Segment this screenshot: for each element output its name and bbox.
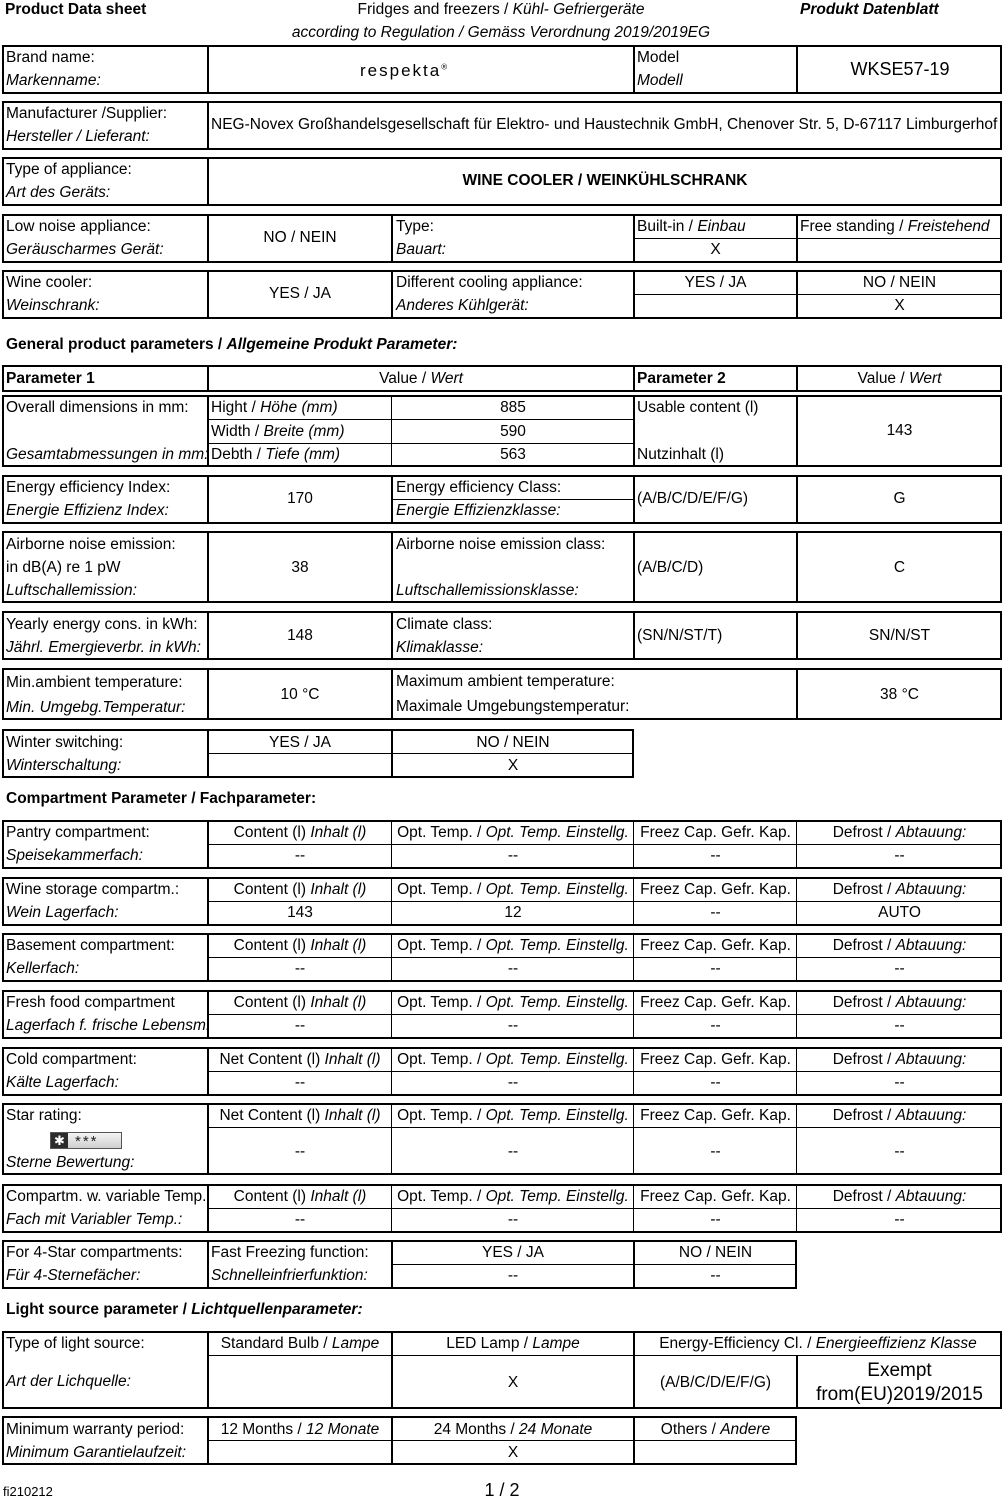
star-rating-stars: ***	[75, 1133, 99, 1150]
height-label: Hight / Höhe (mm)	[211, 399, 338, 416]
freez-cap-value: --	[710, 1211, 721, 1228]
compartment-label: Pantry compartment:	[6, 824, 150, 841]
free-standing-header: Free standing / Freistehend	[800, 218, 990, 235]
compartment-label: Cold compartment:	[6, 1051, 137, 1068]
max-ambient-value: 38 °C	[880, 686, 919, 703]
low-noise-value: NO / NEIN	[263, 229, 337, 246]
sheet-title: Product Data sheet	[5, 1, 147, 18]
fast-freeze-no-header: NO / NEIN	[678, 1244, 753, 1261]
fast-freeze-no-value: --	[710, 1267, 721, 1284]
warranty-label: Minimum warranty period:	[6, 1421, 185, 1438]
warranty-other-header: Others / Andere	[660, 1421, 771, 1438]
defrost-value: --	[894, 1017, 905, 1034]
defrost-header: Defrost / Abtauung:	[832, 824, 967, 841]
defrost-header: Defrost / Abtauung:	[832, 994, 967, 1011]
warranty-label-de: Minimum Garantielaufzeit:	[6, 1444, 187, 1461]
light-efficiency-range: (A/B/C/D/E/F/G)	[659, 1374, 772, 1391]
eei-label: Energy efficiency Index:	[6, 479, 171, 496]
manufacturer-value: NEG-Novex Großhandelsgesellschaft für Elektro- und Haustechnik GmbH, Chenover Str. 5, D-67117 Limburgerhof	[211, 116, 998, 133]
light-section-title: Light source parameter / Lichtquellenparameter:	[6, 1301, 363, 1318]
winter-yes-header: YES / JA	[268, 734, 332, 751]
temp-header: Opt. Temp. / Opt. Temp. Einstellg.	[397, 1051, 629, 1068]
freez-cap-header: Freez Cap. Gefr. Kap.	[640, 881, 791, 898]
diff-cooling-label: Different cooling appliance:	[396, 274, 583, 291]
freez-cap-value: --	[710, 904, 721, 921]
freez-cap-value: --	[710, 847, 721, 864]
compartment-label-de: Sterne Bewertung:	[6, 1154, 135, 1171]
model-number: WKSE57-19	[850, 59, 950, 79]
led-lamp-header: LED Lamp / Lampe	[446, 1335, 580, 1352]
freez-cap-header: Freez Cap. Gefr. Kap.	[640, 994, 791, 1011]
content-header: Content (l) Inhalt (l)	[233, 824, 367, 841]
brand-label: Brand name:	[6, 49, 95, 66]
temp-header: Opt. Temp. / Opt. Temp. Einstellg.	[397, 1188, 629, 1205]
temp-header: Opt. Temp. / Opt. Temp. Einstellg.	[397, 1107, 629, 1124]
max-ambient-label-de: Maximale Umgebungstemperatur:	[396, 698, 630, 715]
freez-cap-value: --	[710, 1017, 721, 1034]
content-header: Net Content (l) Inhalt (l)	[219, 1107, 381, 1124]
fast-freeze-label: Fast Freezing function:	[211, 1244, 369, 1261]
compartment-label-de: Lagerfach f. frische Lebensm.	[6, 1017, 211, 1034]
content-value: --	[294, 1143, 306, 1160]
defrost-value: --	[894, 1074, 905, 1091]
content-value: 143	[287, 904, 313, 921]
wine-cooler-label-de: Weinschrank:	[6, 297, 100, 314]
defrost-value: --	[894, 847, 905, 864]
winter-label: Winter switching:	[6, 734, 124, 751]
freez-cap-header: Freez Cap. Gefr. Kap.	[640, 937, 791, 954]
height-value: 885	[500, 399, 526, 416]
sheet-title-de: Produkt Datenblatt	[800, 1, 939, 18]
airborne-unit: in dB(A) re 1 pW	[6, 559, 121, 576]
manufacturer-label-de: Hersteller / Lieferant:	[6, 128, 150, 145]
airborne-class-label: Airborne noise emission class:	[396, 536, 606, 553]
winter-no-mark: X	[507, 757, 519, 774]
type-label: Type:	[396, 218, 434, 235]
min-ambient-label-de: Min. Umgebg.Temperatur:	[6, 699, 186, 716]
defrost-value: --	[894, 1143, 905, 1160]
temp-value: --	[507, 1211, 519, 1228]
fast-freeze-yes-header: YES / JA	[481, 1244, 545, 1261]
defrost-header: Defrost / Abtauung:	[832, 1051, 967, 1068]
temp-value: --	[507, 1143, 519, 1160]
low-noise-label: Low noise appliance:	[6, 218, 151, 235]
light-exempt-line2: from(EU)2019/2015	[816, 1384, 983, 1405]
diff-yes-header: YES / JA	[684, 274, 747, 291]
defrost-header: Defrost / Abtauung:	[832, 1107, 967, 1124]
depth-value: 563	[500, 446, 526, 463]
compartment-label-de: Kälte Lagerfach:	[6, 1074, 119, 1091]
yearly-label-de: Jährl. Emergieverbr. in kWh:	[6, 639, 201, 656]
defrost-header: Defrost / Abtauung:	[832, 881, 967, 898]
temp-value: --	[507, 1017, 519, 1034]
star-rating-badge	[50, 1132, 122, 1149]
airborne-class-label-de: Luftschallemissionsklasse:	[396, 582, 579, 599]
compartment-label-de: Fach mit Variabler Temp.:	[6, 1211, 183, 1228]
airborne-value: 38	[291, 559, 309, 576]
footer-code: fi210212	[3, 1484, 53, 1499]
low-noise-label-de: Geräuscharmes Gerät:	[6, 241, 164, 258]
appliance-label-de: Art des Geräts:	[6, 184, 111, 201]
width-label: Width / Breite (mm)	[211, 423, 345, 440]
airborne-label-de: Luftschallemission:	[6, 582, 137, 599]
page-number: 1 / 2	[484, 1480, 520, 1500]
depth-label: Debth / Tiefe (mm)	[211, 446, 341, 463]
model-label-de: Modell	[637, 72, 683, 89]
temp-value: --	[507, 847, 519, 864]
led-lamp-mark: X	[507, 1374, 519, 1391]
brand-logo: respekta®	[360, 61, 450, 80]
freez-cap-value: --	[710, 1074, 721, 1091]
appliance-label: Type of appliance:	[6, 161, 132, 178]
usable-content-label-de: Nutzinhalt (l)	[637, 446, 724, 463]
content-value: --	[294, 847, 306, 864]
four-star-label: For 4-Star compartments:	[6, 1244, 183, 1261]
dimensions-label: Overall dimensions in mm:	[6, 399, 189, 416]
content-header: Content (l) Inhalt (l)	[233, 994, 367, 1011]
compartment-label: Fresh food compartment	[6, 994, 175, 1011]
compartment-section-title: Compartment Parameter / Fachparameter:	[6, 790, 317, 807]
min-ambient-label: Min.ambient temperature:	[6, 674, 183, 691]
content-header: Content (l) Inhalt (l)	[233, 937, 367, 954]
temp-header: Opt. Temp. / Opt. Temp. Einstellg.	[397, 881, 629, 898]
temp-header: Opt. Temp. / Opt. Temp. Einstellg.	[397, 994, 629, 1011]
temp-value: 12	[504, 904, 522, 921]
compartment-label: Star rating:	[6, 1107, 82, 1124]
freez-cap-header: Freez Cap. Gefr. Kap.	[640, 1107, 791, 1124]
airborne-label: Airborne noise emission:	[6, 536, 176, 553]
defrost-value: AUTO	[878, 904, 921, 921]
usable-content-value: 143	[886, 422, 913, 439]
wine-cooler-label: Wine cooler:	[6, 274, 93, 291]
param2-header: Parameter 2	[637, 370, 726, 387]
content-header: Net Content (l) Inhalt (l)	[219, 1051, 381, 1068]
energy-class-label-de: Energie Effizienzklasse:	[396, 502, 561, 519]
energy-class-range: (A/B/C/D/E/F/G)	[637, 490, 749, 507]
defrost-header: Defrost / Abtauung:	[832, 1188, 967, 1205]
compartment-label-de: Wein Lagerfach:	[6, 904, 119, 921]
standard-bulb-header: Standard Bulb / Lampe	[220, 1335, 380, 1352]
freez-cap-value: --	[710, 960, 721, 977]
content-value: --	[294, 1017, 306, 1034]
manufacturer-label: Manufacturer /Supplier:	[6, 105, 168, 122]
star-icon: ✱	[51, 1133, 68, 1148]
width-value: 590	[500, 423, 526, 440]
content-value: --	[294, 1074, 306, 1091]
header-center-line1: Fridges and freezers / Kühl- Gefriergeräte	[357, 1, 645, 18]
general-section-title: General product parameters / Allgemeine Produkt Parameter:	[6, 336, 458, 353]
warranty-12m-header: 12 Months / 12 Monate	[220, 1421, 380, 1438]
defrost-header: Defrost / Abtauung:	[832, 937, 967, 954]
value-header: Value / Wert	[379, 370, 463, 387]
climate-label: Climate class:	[396, 616, 493, 633]
content-value: --	[294, 1211, 306, 1228]
dimensions-label-de: Gesamtabmessungen in mm:	[6, 446, 209, 463]
freez-cap-value: --	[710, 1143, 721, 1160]
yearly-label: Yearly energy cons. in kWh:	[6, 616, 198, 633]
content-value: --	[294, 960, 306, 977]
warranty-24m-header: 24 Months / 24 Monate	[433, 1421, 593, 1438]
temp-header: Opt. Temp. / Opt. Temp. Einstellg.	[397, 824, 629, 841]
climate-range: (SN/N/ST/T)	[637, 627, 723, 644]
param1-header: Parameter 1	[6, 370, 95, 387]
usable-content-label: Usable content (l)	[637, 399, 759, 416]
defrost-value: --	[894, 1211, 905, 1228]
temp-header: Opt. Temp. / Opt. Temp. Einstellg.	[397, 937, 629, 954]
defrost-value: --	[894, 960, 905, 977]
appliance-value: WINE COOLER / WEINKÜHLSCHRANK	[462, 172, 748, 189]
max-ambient-label: Maximum ambient temperature:	[396, 673, 615, 690]
compartment-label: Basement compartment:	[6, 937, 175, 954]
light-type-label: Type of light source:	[6, 1335, 145, 1352]
light-efficiency-header: Energy-Efficiency Cl. / Energieeffizienz Klasse	[659, 1335, 977, 1352]
model-label: Model	[637, 49, 680, 66]
climate-value: SN/N/ST	[868, 627, 931, 644]
climate-label-de: Klimaklasse:	[396, 639, 483, 656]
header-center-line2: according to Regulation / Gemäss Verordnung 2019/2019EG	[291, 24, 711, 41]
compartment-label-de: Kellerfach:	[6, 960, 80, 977]
temp-value: --	[507, 1074, 519, 1091]
winter-no-header: NO / NEIN	[476, 734, 550, 751]
brand-label-de: Markenname:	[6, 72, 101, 89]
built-in-header: Built-in / Einbau	[637, 218, 746, 235]
fast-freeze-yes-value: --	[507, 1267, 519, 1284]
compartment-label-de: Speisekammerfach:	[6, 847, 143, 864]
diff-no-mark: X	[894, 297, 905, 314]
temp-value: --	[507, 960, 519, 977]
winter-label-de: Winterschaltung:	[6, 757, 122, 774]
fast-freeze-label-de: Schnelleinfrierfunktion:	[211, 1267, 368, 1284]
diff-cooling-label-de: Anderes Kühlgerät:	[396, 297, 529, 314]
freez-cap-header: Freez Cap. Gefr. Kap.	[640, 1188, 791, 1205]
content-header: Content (l) Inhalt (l)	[233, 881, 367, 898]
light-exempt-line1: Exempt	[867, 1360, 932, 1381]
freez-cap-header: Freez Cap. Gefr. Kap.	[640, 824, 791, 841]
four-star-label-de: Für 4-Sternefächer:	[6, 1267, 141, 1284]
compartment-label: Wine storage compartm.:	[6, 881, 180, 898]
wine-cooler-value: YES / JA	[268, 285, 332, 302]
type-label-de: Bauart:	[396, 241, 446, 258]
built-in-mark: X	[710, 241, 721, 258]
airborne-class-range: (A/B/C/D)	[637, 559, 704, 576]
min-ambient-value: 10 °C	[280, 686, 320, 703]
energy-class-label: Energy efficiency Class:	[396, 479, 562, 496]
freez-cap-header: Freez Cap. Gefr. Kap.	[640, 1051, 791, 1068]
diff-no-header: NO / NEIN	[862, 274, 937, 291]
eei-value: 170	[287, 490, 313, 507]
compartment-label: Compartm. w. variable Temp.	[6, 1188, 207, 1205]
warranty-24m-mark: X	[507, 1444, 519, 1461]
value2-header: Value / Wert	[857, 370, 942, 387]
eei-label-de: Energie Effizienz Index:	[6, 502, 169, 519]
yearly-value: 148	[287, 627, 313, 644]
energy-class-value: G	[893, 490, 906, 507]
content-header: Content (l) Inhalt (l)	[233, 1188, 367, 1205]
light-type-label-de: Art der Lichquelle:	[6, 1373, 131, 1390]
airborne-class-value: C	[893, 559, 906, 576]
